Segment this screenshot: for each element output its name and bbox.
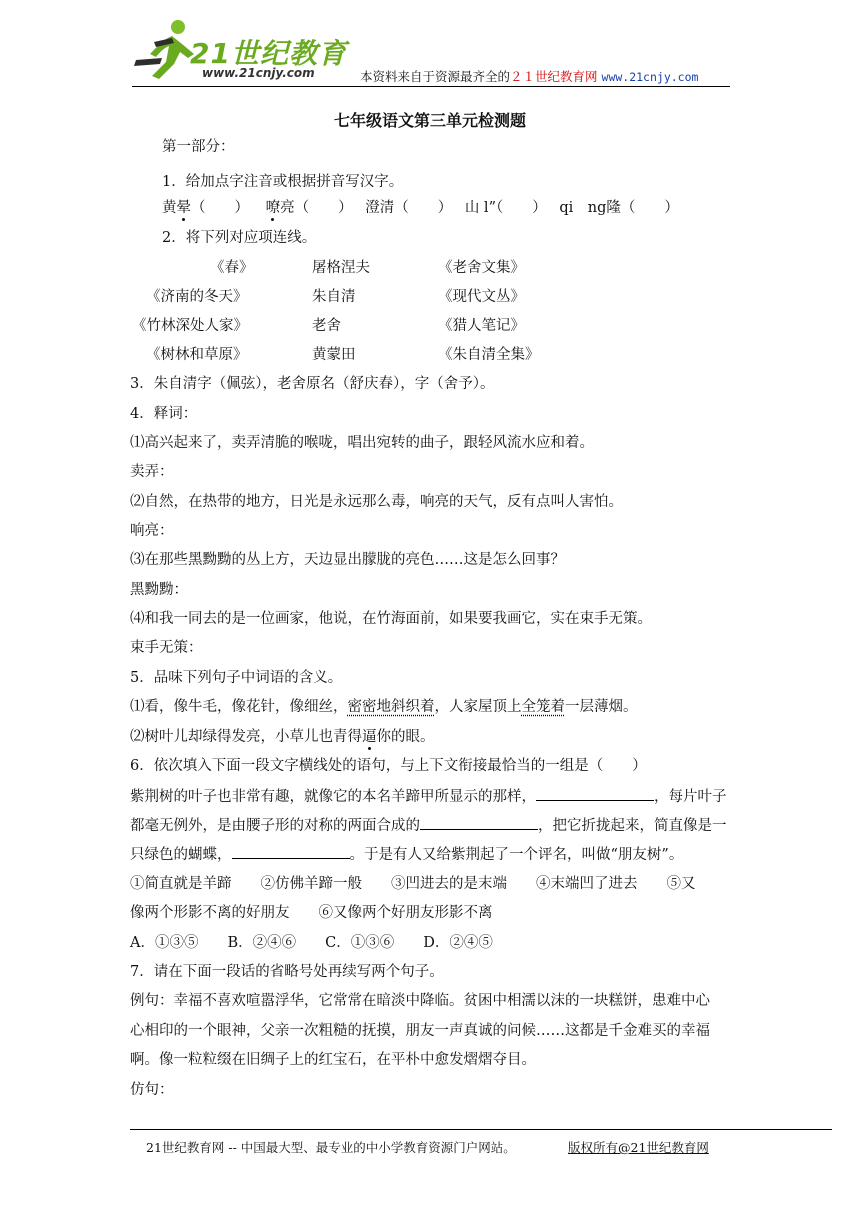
q7-example-line-3: 啊。像一粒粒缀在旧绸子上的红宝石，在平朴中愈发熠熠夺目。	[130, 1052, 536, 1068]
q2-col3: 《现代文丛》	[438, 289, 525, 305]
source-site[interactable]: ２１世纪教育网	[510, 69, 598, 84]
q7-answer-label: 仿句：	[130, 1082, 174, 1098]
q4-word-4: 束手无策：	[130, 640, 203, 656]
q4-sentence-1: ⑴高兴起来了，卖弄清脆的喉咙，唱出宛转的曲子，跟轻风流水应和着。	[130, 435, 594, 451]
q4-text: 4．释词：	[130, 406, 198, 422]
q2-col3: 《朱自清全集》	[438, 347, 540, 363]
logo-main-text: 21世纪教育	[190, 37, 347, 70]
q5-sentence-1: ⑴看，像牛毛，像花针，像细丝，密密地斜织着，人家屋顶上全笼着一层薄烟。	[130, 699, 638, 715]
q1-text: 1．给加点字注音或根据拼音写汉字。	[162, 174, 404, 190]
dotted-char: 嘹	[265, 200, 281, 216]
q4-sentence-4: ⑷和我一同去的是一位画家，他说，在竹海面前，如果要我画它，实在束手无策。	[130, 611, 652, 627]
part-label: 第一部分：	[162, 139, 235, 155]
q7-example-line-1: 例句：幸福不喜欢喧嚣浮华，它常常在暗淡中降临。贫困中相濡以沫的一块糕饼，患难中心	[130, 993, 710, 1009]
q5-sentence-2: ⑵树叶儿却绿得发亮，小草儿也青得逼你的眼。	[130, 729, 435, 745]
q2-col3: 《猎人笔记》	[438, 318, 525, 334]
dotted-char: 晕	[176, 200, 191, 216]
q6-options-line-2: 像两个形影不离的好朋友 ⑥又像两个好朋友形影不离	[130, 905, 493, 921]
dotted-char: 逼	[362, 729, 377, 745]
q4-word-2: 响亮：	[130, 523, 174, 539]
source-url[interactable]: www.21cnjy.com	[601, 70, 699, 84]
q6-paragraph-line-1: 紫荆树的叶子也非常有趣，就像它的本名羊蹄甲所显示的那样， ，每片叶子	[130, 786, 727, 807]
q5-text: 5．品味下列句子中词语的含义。	[130, 670, 343, 686]
fill-blank[interactable]	[232, 844, 350, 859]
footer-left: 21世纪教育网 -- 中国最大型、最专业的中小学教育资源门户网站。	[146, 1140, 516, 1155]
page-title: 七年级语文第三单元检测题	[333, 111, 526, 130]
q2-col1: 《济南的冬天》	[146, 289, 248, 305]
q6-paragraph-line-3: 只绿色的蝴蝶， 。于是有人又给紫荆起了一个评名，叫做“朋友树”。	[130, 844, 683, 865]
logo-url-text: www.21cnjy.com	[202, 66, 315, 80]
q7-example-line-2: 心相印的一个眼神，父亲一次粗糙的抚摸，朋友一声真诚的问候……这都是千金难买的幸福	[130, 1023, 710, 1039]
q2-col2: 老舍	[312, 318, 341, 334]
dotted-phrase: 全笼着	[521, 699, 565, 715]
q2-col2: 黄蒙田	[312, 347, 356, 363]
q1-items: 黄晕（ ） 嘹亮（ ） 澄清（ ） 山 l”（ ） qi ng隆（ ）	[162, 200, 679, 216]
footer-divider	[130, 1129, 832, 1130]
q3-text: 3．朱自清字（佩弦），老舍原名（舒庆春），字（舍予）。	[130, 376, 495, 392]
q4-word-1: 卖弄：	[130, 464, 174, 480]
q4-sentence-2: ⑵自然，在热带的地方，日光是永远那么毒，响亮的天气，反有点叫人害怕。	[130, 494, 623, 510]
q4-sentence-3: ⑶在那些黑黝黝的丛上方，天边显出朦胧的亮色……这是怎么回事？	[130, 552, 565, 568]
q7-text: 7．请在下面一段话的省略号处再续写两个句子。	[130, 964, 444, 980]
q6-choices: A．①③⑤ B．②④⑥ C．①③⑥ D．②④⑤	[130, 935, 493, 951]
q6-paragraph-line-2: 都毫无例外，是由腰子形的对称的两面合成的 ，把它折拢起来，简直像是一	[130, 815, 727, 836]
q2-col1: 《春》	[210, 260, 254, 276]
dotted-phrase: 密密地斜织着	[347, 699, 435, 715]
q2-text: 2．将下列对应项连线。	[162, 230, 317, 246]
q6-text: 6．依次填入下面一段文字横线处的语句，与上下文衔接最恰当的一组是（ ）	[130, 758, 647, 774]
header-divider	[132, 86, 730, 87]
footer-copyright-link[interactable]: 版权所有@21世纪教育网	[568, 1140, 709, 1155]
q2-col2: 朱自清	[312, 289, 356, 305]
q2-col1: 《树林和草原》	[146, 347, 248, 363]
fill-blank[interactable]	[536, 786, 654, 801]
source-prefix: 本资料来自于资源最齐全的	[360, 69, 511, 84]
q2-col1: 《竹林深处人家》	[132, 318, 248, 334]
q2-col3: 《老舍文集》	[438, 260, 525, 276]
header-source	[360, 67, 698, 85]
fill-blank[interactable]	[420, 815, 538, 830]
q2-col2: 屠格涅夫	[312, 260, 370, 276]
q6-options-line-1: ①简直就是羊蹄 ②仿佛羊蹄一般 ③凹进去的是末端 ④末端凹了进去 ⑤又	[130, 876, 696, 892]
logo[interactable]	[132, 18, 347, 82]
q4-word-3: 黑黝黝：	[130, 582, 188, 598]
